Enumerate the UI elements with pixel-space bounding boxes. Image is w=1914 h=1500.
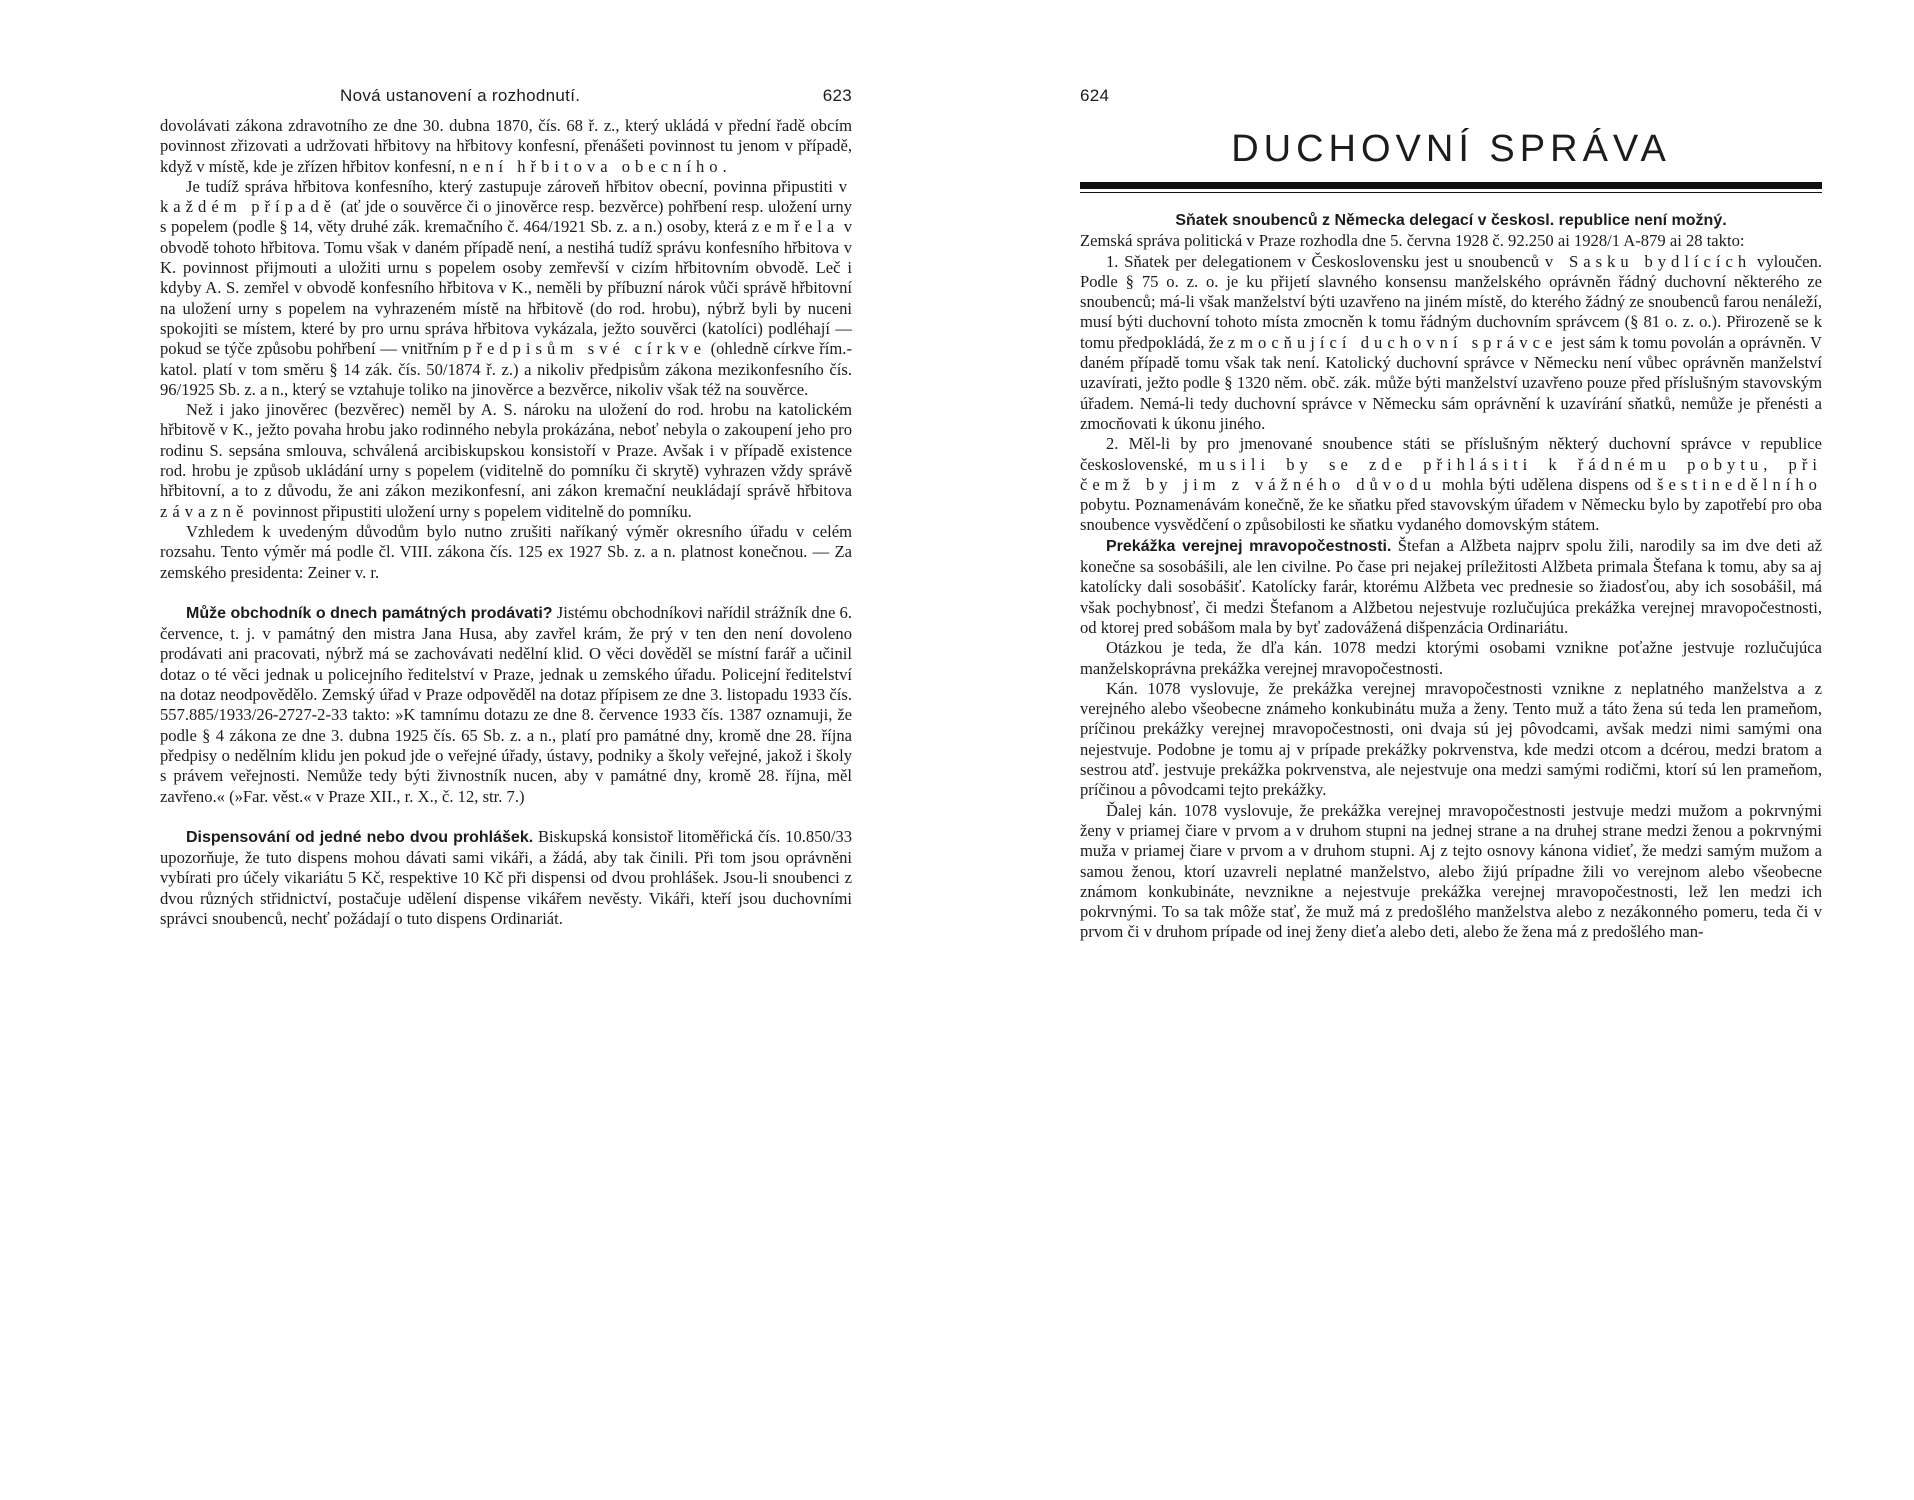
- paragraph: 1. Sňatek per delegationem v Československu jest u snoubenců v Sasku bydlících vyloučen. Podle § 75 o. z. o. je ku přijetí slavného konsensu manželského oprávněn řádný duchovní některého ze snoubenců; má-li však manželství býti uzavřeno na jiném místě, do kterého žádný ze snoubenců farou nenáleží, musí býti duchovní tohoto místa zmocněn k tomu řádným duchovním správcem (§ 81 o. z. o.). Přirozeně se k tomu předpokládá, že zmocňující duchovní správce jest sám k tomu povolán a oprávněn. V daném případě tomu však tak není. Katolický duchovní správce v Německu není vůbec oprávněn manželství uzavírati, ježto podle § 1320 něm. obč. zák. může býti manželství uzavřeno pouze před příslušným stavovským úřadem. Nemá-li tedy duchovní správce v Německu sám oprávnění k uzavírání sňatků, nemůže je přenésti a zmocňovati k úkonu jiného.: [1080, 251, 1822, 433]
- paragraph: Vzhledem k uvedeným důvodům bylo nutno zrušiti naříkaný výměr okresního úřadu v celém rozsahu. Tento výměr má podle čl. VIII. zákona čís. 125 ex 1927 Sb. z. a n. platnost konečnou. — Za zemského presidenta: Zeiner v. r.: [160, 521, 852, 582]
- article-heading: Dispensování od jedné nebo dvou prohlášek.: [186, 828, 534, 846]
- section-title: DUCHOVNÍ SPRÁVA: [1231, 128, 1671, 170]
- right-body-text: [1080, 210, 1822, 943]
- paragraph: Otázkou je teda, že dľa kán. 1078 medzi ktorými osobami vzniknе poťažne jestvuje rozlučujúca manželskoprávna prekážka verejnej mravopočestnosti.: [1080, 638, 1822, 678]
- paragraph: 2. Měl-li by pro jmenované snoubence státi se příslušným některý duchovní správce v republice československé, musili by se zde přihlásiti k řádnému pobytu, při čemž by jim z vážného důvodu mohla býti udělena dispens od šestinedělního pobytu. Poznamenávám konečně, že ke sňatku před stavovským úřadem v Německu bylo by zapotřebí pro oba snoubence vysvědčení o způsobilosti ke sňatku vydaného domovským státem.: [1080, 434, 1822, 535]
- paragraph: Je tudíž správa hřbitova konfesního, který zastupuje zároveň hřbitov obecní, povinna připustiti v každém případě (ať jde o souvěrce či o jinověrce resp. bezvěrce) pohřbení resp. uložení urny s popelem (podle § 14, věty druhé zák. kremačního č. 464/1921 Sb. z. a n.) osoby, která zemřela v obvodě tohoto hřbitova. Tomu však v daném případě není, a nestihá tudíž správu konfesního hřbitova v K. povinnost přijmouti a uložiti urnu s popelem osoby zemřevší v cizím hřbitovním obvodě. Leč i kdyby A. S. zemřel v obvodě konfesního hřbitova v K., neměli by příbuzní nárok vůči správě hřbitovní na uložení urny s popelem na vyhrazeném místě na hřbitově (do rod. hrobu), nýbrž byli by nuceni spokojiti se místem, které by pro urnu správa hřbitova vykázala, ježto souvěrci (katolíci) podléhají — pokud se týče způsobu pohřbení — vnitřním předpisům své církve (ohledně církve řím.-katol. platí v tom směru § 14 zák. čís. 50/1874 ř. z.) a nikoliv předpisům zákona mezikonfesního čís. 96/1925 Sb. z. a n., který se vztahuje toliko na jinověrce a bezvěrce, nikoliv však též na souvěrce.: [160, 176, 852, 399]
- title-rule-thin: [1080, 192, 1822, 193]
- paragraph: dovolávati zákona zdravotního ze dne 30. dubna 1870, čís. 68 ř. z., který ukládá v přední řadě obcím povinnost zřizovati a udržovati hřbitovy na hřbitovy konfesní, přenášeti povinnost tu jenom v případě, když v místě, kde je zřízen hřbitov konfesní, není hřbitova obecního.: [160, 116, 852, 176]
- article-heading: Může obchodník o dnech památných prodávati?: [186, 604, 553, 622]
- page-number: 623: [822, 86, 852, 105]
- article-heading: Prekážka verejnej mravopočestnosti.: [1106, 537, 1392, 555]
- page-number: 624: [1080, 86, 1110, 105]
- paragraph: Než i jako jinověrec (bezvěrec) neměl by A. S. nároku na uložení do rod. hrobu na katolickém hřbitově v K., ježto povaha hrobu jako rodinného nebyla prokázána, neboť nebyla o zakoupení jeho pro rodinu S. sepsána smlouva, schválená arcibiskupskou konsistoří v Praze. Avšak i v případě existence rod. hrobu je způsob ukládání urny s popelem (viditelně do pomníku či skrytě) vyhrazen vždy správě hřbitovní, a to z důvodu, že ani zákon mezikonfesní, ani zákon kremační neukládají správě hřbitova závazně povinnost připustiti uložení urny s popelem viditelně do pomníku.: [160, 400, 852, 521]
- article-heading: Sňatek snoubenců z Německa delegací v českosl. republice není možný.: [1175, 212, 1727, 229]
- paragraph: Ďalej kán. 1078 vyslovuje, že prekážka verejnej mravopočestnosti jestvuje medzi mužom a pokrvnými ženy v priamej čiare v prvom a v druhom stupni na jednej strane a na druhej strane medzi ženou a pokrvnými muža v priamej čiare v prvom a v druhom stupni. Aj z tejto osnovy kánona vidieť, že medzi samým mužom a samou ženou, ktorí uzavreli neplatné manželstvo, alebo žijú prípadne žili vo verejnom alebo všeobecne známom konkubináte, nevzniknе a nejestvuje prekážka verejnej mravopočestnosti, lež len medzi ich pokrvnými. To sa tak môže stať, že muž má z predošlého manželstva alebo z nezákonného pomeru, teda či v prvom či v druhom prípade od inej ženy dieťa alebo deti, alebo že žena má z predošlého man-: [1080, 800, 1822, 942]
- running-title: Nová ustanovení a rozhodnutí.: [340, 86, 581, 105]
- paragraph: Může obchodník o dnech památných prodávati? Jistému obchodníkovi nařídil strážník dne 6. července, t. j. v památný den mistra Jana Husa, aby zavřel krám, že prý v ten den není dovoleno prodávati ani pracovati, nýbrž má se zachovávati nedělní klid. O věci dověděl se místní farář a učinil dotaz o té věci jednak u policejního ředitelství v Praze, jednak u zemského úřadu. Policejní ředitelství na dotaz neodpovědělo. Zemský úřad v Praze odpověděl na dotaz přípisem ze dne 3. listopadu 1933 čís. 557.885/1933/26-2727-2-33 takto: »K tamnímu dotazu ze dne 8. července 1933 čís. 1387 oznamuji, že podle § 4 zákona ze dne 3. dubna 1925 čís. 65 Sb. z. a n., platí pro památné dny, kromě dne 28. října předpisy o nedělním klidu jen pokud jde o veřejné úřady, ústavy, podniky a školy veřejné, jakož i školy s právem veřejnosti. Nemůže tedy býti živnostník nucen, aby v památné dny, kromě 28. října, měl zavřeno.« (»Far. věst.« v Praze XII., r. X., č. 12, str. 7.): [160, 602, 853, 806]
- paragraph: Dispensování od jedné nebo dvou prohlášek. Biskupská konsistoř litoměřická čís. 10.850/33 upozorňuje, že tuto dispens mohou dávati sami vikáři, a žádá, aby tak činili. Při tom jsou oprávněni vybírati pro účely vikariátu 5 Kč, respektive 10 Kč při dispensi od dvou prohlášek. Jsou-li snoubenci z dvou různých střidnictví, postačuje udělení dispense vikářem nevěsty. Vikáři, kteří jsou duchovními správci snoubenců, nechť požádají o tuto dispens Ordinariát.: [160, 826, 853, 928]
- title-rule-thick: [1080, 182, 1822, 189]
- paragraph: Kán. 1078 vyslovuje, že prekážka verejnej mravopočestnosti vzniknе z neplatného manželstva a z verejného alebo všeobecne známeho konkubinátu muža a ženy. Tento muž a táto žena sú teda len prameňom, príčinou prekážky verejnej mravopočestnosti, oni dvaja sú jej pôvodcami, avšak medzi nimi samými ona nejestvuje. Podobne je tomu aj v prípade prekážky pokrvenstva, kde medzi otcom a dcérou, medzi bratom a sestrou atď. jestvuje prekážka pokrvenstva, ale nejestvuje ona medzi samými rodičmi, ktorí sú len prameňom, príčinou a pôvodcami tejto prekážky.: [1080, 678, 1822, 800]
- paragraph: Prekážka verejnej mravopočestnosti. Štefan a Alžbeta najprv spolu žili, narodily sa im dve deti až konečne sa sosobášili, ale len civilne. Po čase pri nejakej príležitosti Alžbeta primala Štefana k tomu, aby sa aj katolícky dali sosobášiť. Katolícky farár, ktorému Alžbeta vec prednesie so žiadosťou, aby ich sosobášil, má však pochybnosť, či medzi Štefanom a Alžbetou nejestvuje rozlučujúca prekážka verejnej mravopočestnosti, od ktorej pred sobášom mala by byť zadovážená dišpenzácia Ordinariátu.: [1080, 535, 1822, 637]
- paragraph: Zemská správa politická v Praze rozhodla dne 5. června 1928 č. 92.250 ai 1928/1 A-879 ai 28 takto:: [1080, 231, 1745, 251]
- left-body-text: [160, 116, 852, 929]
